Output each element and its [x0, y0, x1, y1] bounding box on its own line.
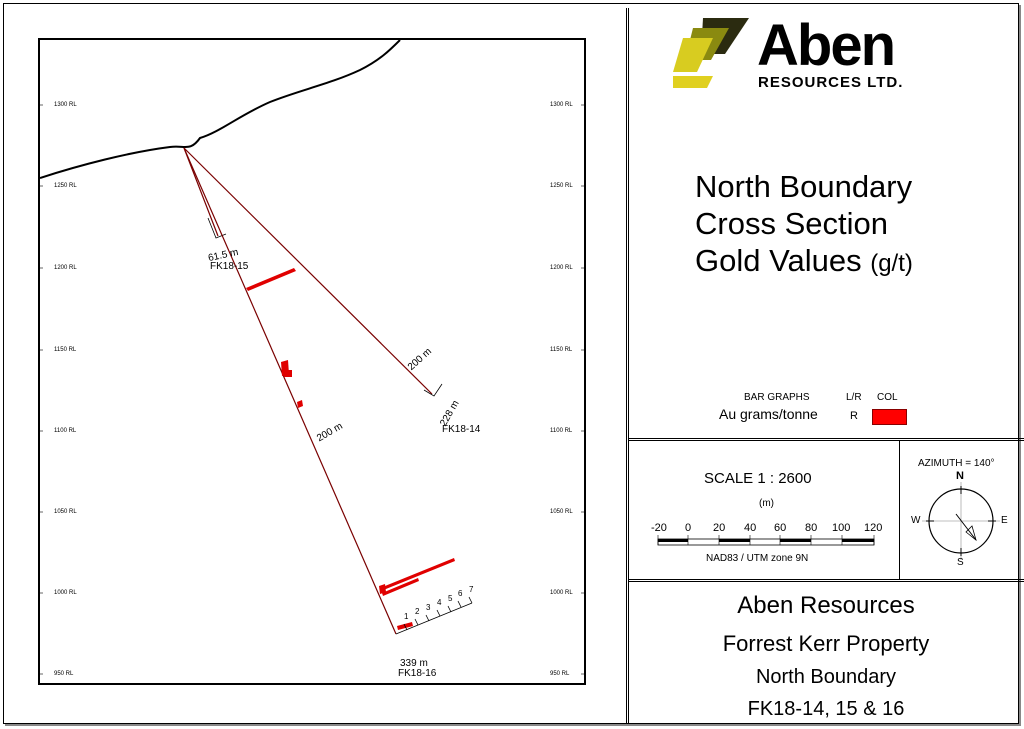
title-line-3-wrap [695, 242, 913, 282]
title-line-1: North Boundary [695, 169, 913, 204]
scale-bar [650, 535, 880, 551]
bar-scale-label: 3 [426, 603, 431, 612]
hole-mark-label: 200 m [405, 346, 434, 373]
hole-fk18-15-trace [184, 148, 218, 236]
aben-logo-mark [673, 16, 749, 88]
footer-company: Aben Resources [737, 592, 915, 619]
legend-header-lr: L/R [846, 392, 862, 403]
footer-area: North Boundary [755, 666, 897, 688]
cross-section-map [38, 38, 586, 685]
scale-unit: (m) [759, 498, 774, 509]
bar-scale-label: 6 [458, 589, 463, 598]
rl-label-left: 1250 RL [54, 183, 77, 189]
hole-id-label: FK18-14 [442, 424, 481, 435]
cross-section-drawing [40, 40, 584, 683]
gold-bar [297, 400, 303, 408]
legend-header-bar-graphs: BAR GRAPHS [744, 392, 810, 403]
footer-divider [628, 579, 1024, 582]
hole-depth-label: 228 m [438, 398, 462, 429]
rl-label-left: 1150 RL [54, 347, 77, 353]
rl-label-right: 1100 RL [550, 428, 573, 434]
bar-scale-label: 2 [415, 607, 420, 616]
bar-scale-label: 5 [448, 594, 453, 603]
legend-item-lr: R [850, 410, 858, 422]
scale-label: SCALE 1 : 2600 [704, 470, 812, 487]
hole-depth-label: 339 m [400, 658, 428, 669]
scale-tick-label: 20 [713, 522, 726, 534]
rl-label-left: 1200 RL [54, 265, 77, 271]
compass-south: S [957, 557, 964, 568]
rl-label-left: 1300 RL [54, 102, 77, 108]
footer-holes: FK18-14, 15 & 16 [747, 698, 905, 720]
compass-divider [899, 441, 900, 580]
logo-subtitle: RESOURCES LTD. [758, 74, 904, 91]
scale-tick-label: 0 [685, 522, 692, 534]
bar-scale-label: 4 [437, 598, 442, 607]
gold-bar [380, 558, 455, 591]
scale-tick-label: 40 [744, 522, 757, 534]
rl-label-right: 1050 RL [550, 509, 573, 515]
legend-color-swatch [872, 409, 907, 425]
title-line-3: Gold Values [695, 243, 862, 278]
hole-fk18-16-trace [184, 148, 396, 634]
hole-mark-label: 200 m [315, 420, 345, 445]
title-unit: (g/t) [870, 250, 913, 277]
scale-tick-label: 120 [864, 522, 883, 534]
datum-label: NAD83 / UTM zone 9N [706, 553, 809, 564]
azimuth-label: AZIMUTH = 140° [918, 458, 995, 469]
compass-east: E [1001, 515, 1008, 526]
legend-divider [628, 438, 1024, 441]
scale-tick-label: -20 [651, 522, 667, 534]
legend-header-col: COL [877, 392, 898, 403]
rl-label-left: 950 RL [54, 671, 74, 677]
scale-tick-label: 80 [805, 522, 818, 534]
compass-west: W [911, 515, 921, 526]
rl-label-right: 1250 RL [550, 183, 573, 189]
compass-north: N [956, 470, 964, 482]
rl-label-right: 1300 RL [550, 102, 573, 108]
rl-tick-marks [40, 105, 584, 674]
bar-scale-label: 7 [469, 585, 474, 594]
rl-label-right: 1150 RL [550, 347, 573, 353]
legend-item-label: Au grams/tonne [719, 406, 818, 422]
hole-id-label: FK18-16 [398, 668, 437, 679]
scale-tick-label: 100 [832, 522, 851, 534]
rl-label-left: 1000 RL [54, 590, 77, 596]
rl-label-right: 950 RL [550, 671, 570, 677]
title-line-2: Cross Section [695, 206, 888, 241]
rl-label-right: 1200 RL [550, 265, 573, 271]
topography-line [40, 40, 400, 178]
compass-rose [916, 476, 1006, 566]
hole-depth-label: 61.5 m [207, 246, 240, 265]
footer-property: Forrest Kerr Property [722, 631, 930, 656]
hole-fk18-14-scale [424, 384, 442, 396]
rl-label-left: 1050 RL [54, 509, 77, 515]
bar-scale-label: 1 [404, 612, 409, 621]
rl-label-right: 1000 RL [550, 590, 573, 596]
rl-label-left: 1100 RL [54, 428, 77, 434]
gold-bar [246, 268, 296, 291]
logo-name: Aben [757, 13, 894, 78]
scale-tick-label: 60 [774, 522, 787, 534]
hole-id-label: FK18-15 [210, 261, 249, 272]
gold-bar [284, 370, 292, 377]
